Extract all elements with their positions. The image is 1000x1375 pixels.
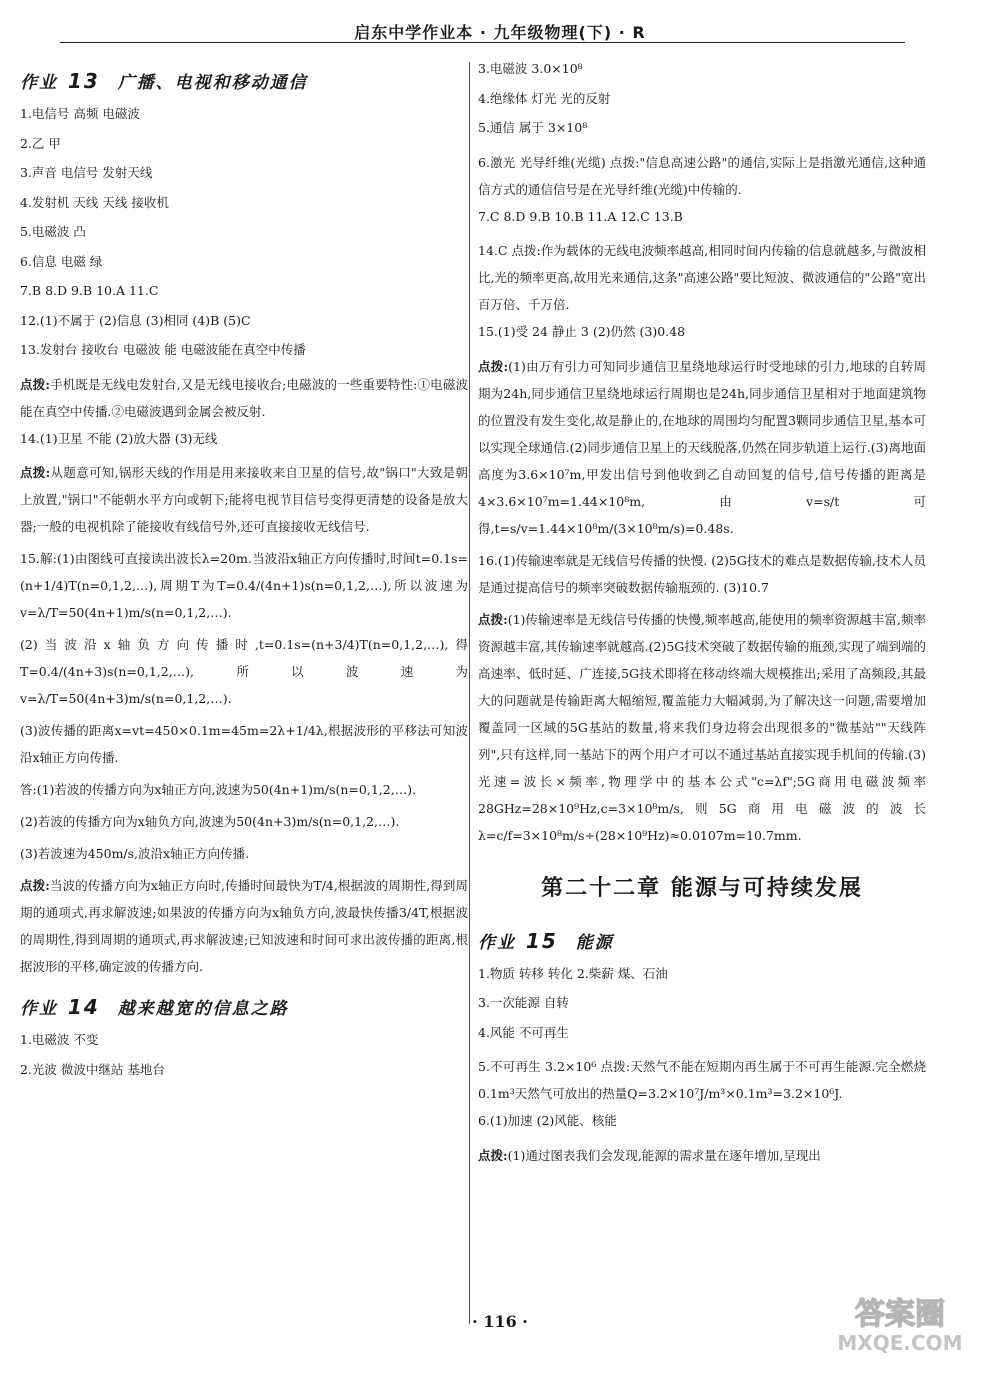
solution-paragraph: (3)若波速为450m/s,波沿x轴正方向传播. <box>20 846 250 861</box>
answer-line: 1.物质 转移 转化 2.柴薪 煤、石油 <box>478 965 668 981</box>
section-prefix: 作业 <box>20 999 58 1019</box>
section-number: 13 <box>67 69 100 93</box>
answer-line: 4.风能 不可再生 <box>478 1024 569 1040</box>
solution-paragraph: 15.解:(1)由图线可直接读出波长λ=20m.当波沿x轴正方向传播时,时间t=0.1s=(n+1/4)T(n=0,1,2,…),周期T为T=0.4/(4n+1)s(n=0,1,2,…),所以波速为v=λ/T=50(4n+1)m/s(n=0,1,2,…). <box>20 551 468 620</box>
hint-paragraph <box>20 459 468 540</box>
left-column <box>20 60 468 1330</box>
watermark-url: MXQE.COM <box>837 1331 963 1355</box>
solution-paragraph: 答:(1)若波的传播方向为x轴正方向,波速为50(4n+1)m/s(n=0,1,2,…). <box>20 782 417 797</box>
hint-paragraph <box>478 606 926 849</box>
hint-label: 点拨: <box>20 465 51 480</box>
hint-paragraph <box>478 1142 926 1169</box>
answer-line: 5.通信 属于 3×10⁸ <box>478 120 588 135</box>
hint-text: 手机既是无线电发射台,又是无线电接收台;电磁波的一些重要特性:①电磁波能在真空中传播.②电磁波遇到金属会被反射. <box>20 376 468 419</box>
answer-line: 2.光波 微波中继站 基地台 <box>20 1061 165 1077</box>
running-header: 启东中学作业本 · 九年级物理(下) · R <box>354 23 646 42</box>
hint-text: 从题意可知,锅形天线的作用是用来接收来自卫星的信号,故"锅口"大致是朝上放置,"锅口"不能朝水平方向或朝下;能将电视节目信号变得更清楚的设备是放大器;一般的电视机除了能接收有线信号外,还可直接接收无线信号. <box>20 465 468 534</box>
section-heading-14 <box>20 994 468 1019</box>
hint-label: 点拨: <box>478 1147 508 1163</box>
hint-label: 点拨: <box>478 358 509 374</box>
page-number: · 116 · <box>472 1312 528 1331</box>
section-prefix: 作业 <box>20 73 58 93</box>
solution-paragraph: (2)若波的传播方向为x轴负方向,波速为50(4n+3)m/s(n=0,1,2,…). <box>20 814 400 829</box>
answer-line: 2.乙 甲 <box>20 135 61 151</box>
answer-line: 4.绝缘体 灯光 光的反射 <box>478 90 611 106</box>
answer-line: 3.电磁波 3.0×10⁸ <box>478 61 583 76</box>
column-divider <box>469 62 470 1324</box>
hint-text: (1)传输速率是无线信号传播的快慢,频率越高,能使用的频率资源越丰富,频率资源越丰富,其传输速率就越高.(2)5G技术突破了数据传输的瓶颈,实现了端到端的高速率、低时延、广连接,5G技术即将在移动终端大规模推出;采用了高频段,其最大的问题就是传输距离大幅缩短,覆盖能力大幅减弱,为了解决这一问题,需要增加覆盖同一区域的5G基站的数量,将来我们身边将会出现很多的"微基站""天线阵列",只有这样,同一基站下的两个用户才可以不通过基站直接实现手机间的传输.(3)光速=波长×频率,物理学中的基本公式"c=λf";5G商用电磁波频率28GHz=28×10⁹Hz,c=3×10⁸m/s,则5G商用电磁波的波长λ=c/f=3×10⁸m/s÷(28×10⁹Hz)≈0.0107m=10.7mm. <box>478 611 926 843</box>
answer-line: 13.发射台 接收台 电磁波 能 电磁波能在真空中传播 <box>20 342 306 357</box>
section-number: 14 <box>67 995 100 1019</box>
answer-line: 5.电磁波 凸 <box>20 224 86 239</box>
answer-line: 7.C 8.D 9.B 10.B 11.A 12.C 13.B <box>478 208 683 224</box>
section-prefix: 作业 <box>478 932 516 953</box>
hint-text: 当波的传播方向为x轴正方向时,传播时间最快为T/4,根据波的周期性,得到周期的通项式,再求解波速;如果波的传播方向为x轴负方向,波最快传播3/4T,根据波的周期性,得到周期的通项式,再求解波速;已知波速和时间可求出波传播的距离,根据波形的平移,确定波的传播方向. <box>20 878 468 974</box>
section-title: 能源 <box>575 932 614 953</box>
answer-line: 15.(1)受 24 静止 3 (2)仍然 (3)0.48 <box>478 324 686 339</box>
hint-paragraph <box>20 371 468 425</box>
answer-paragraph: 16.(1)传输速率就是无线信号传播的快慢. (2)5G技术的难点是数据传输,技术人员是通过提高信号的频率突破数据传输瓶颈的. (3)10.7 <box>478 552 926 595</box>
hint-text: (1)通过图表我们会发现,能源的需求量在逐年增加,呈现出 <box>507 1147 821 1163</box>
section-title: 广播、电视和移动通信 <box>117 73 308 93</box>
answer-line: 4.发射机 天线 天线 接收机 <box>20 194 169 210</box>
answer-line: 6.信息 电磁 绿 <box>20 253 103 269</box>
answer-line: 1.电磁波 不变 <box>20 1032 99 1047</box>
watermark-text: 答案圈 <box>855 1297 945 1332</box>
hint-label: 点拨: <box>20 878 50 893</box>
chapter-title: 第二十二章 能源与可持续发展 <box>541 874 863 901</box>
answer-line: 1.电信号 高频 电磁波 <box>20 106 140 121</box>
answer-line: 3.声音 电信号 发射天线 <box>20 165 153 180</box>
answer-line: 3.一次能源 自转 <box>478 995 569 1010</box>
section-heading-15 <box>478 928 926 953</box>
answer-line: 14.(1)卫星 不能 (2)放大器 (3)无线 <box>20 430 218 446</box>
solution-paragraph: (2)当波沿x轴负方向传播时,t=0.1s=(n+3/4)T(n=0,1,2,…),得T=0.4/(4n+3)s(n=0,1,2,…),所以波速为v=λ/T=50(4n+3)m/s(n=0,1,2,…). <box>20 637 468 706</box>
answer-paragraph: 14.C 点拨:作为载体的无线电波频率越高,相同时间内传输的信息就越多,与微波相比,光的频率更高,故用光来通信,这条"高速公路"要比短波、微波通信的"公路"宽出百万倍、千万倍. <box>478 243 926 312</box>
hint-label: 点拨: <box>20 376 50 392</box>
answer-paragraph: 5.不可再生 3.2×10⁶ 点拨:天然气不能在短期内再生属于不可再生能源.完全燃烧0.1m³天然气可放出的热量Q=3.2×10⁷J/m³×0.1m³=3.2×10⁶J. <box>478 1059 926 1101</box>
answer-line: 7.B 8.D 9.B 10.A 11.C <box>20 283 159 298</box>
hint-label: 点拨: <box>478 611 508 627</box>
answer-line: 6.(1)加速 (2)风能、核能 <box>478 1113 617 1128</box>
answer-paragraph: 6.激光 光导纤维(光缆) 点拨:"信息高速公路"的通信,实际上是指激光通信,这种通信方式的通信信号是在光导纤维(光缆)中传输的. <box>478 154 926 197</box>
section-heading-13 <box>20 68 468 93</box>
section-number: 15 <box>525 928 558 953</box>
hint-paragraph <box>478 353 926 542</box>
right-column <box>478 60 926 1330</box>
solution-paragraph: (3)波传播的距离x=vt=450×0.1m=45m=2λ+1/4λ,根据波形的平移法可知波沿x轴正方向传播. <box>20 723 468 765</box>
hint-paragraph <box>20 872 468 980</box>
hint-text: (1)由万有引力可知同步通信卫星绕地球运行时受地球的引力,地球的自转周期为24h,同步通信卫星绕地球运行周期也是24h,同步通信卫星相对于地面建筑物的位置没有发生变化,故是静止的,在地球的周围均匀配置3颗同步通信卫星,基本可以实现全球通信.(2)同步通信卫星上的天线脱落,仍然在同步轨道上运行.(3)离地面高度为3.6×10⁷m,甲发出信号到他收到乙自动回复的信号,信号传播的距离是4×3.6×10⁷m=1.44×10⁸m,由v=s/t可得,t=s/v=1.44×10⁸m/(3×10⁸m/s)=0.48s. <box>478 358 926 536</box>
answer-line: 12.(1)不属于 (2)信息 (3)相同 (4)B (5)C <box>20 312 251 328</box>
header-rule <box>60 42 905 43</box>
watermark-logo <box>820 1290 980 1356</box>
section-title: 越来越宽的信息之路 <box>117 999 289 1019</box>
